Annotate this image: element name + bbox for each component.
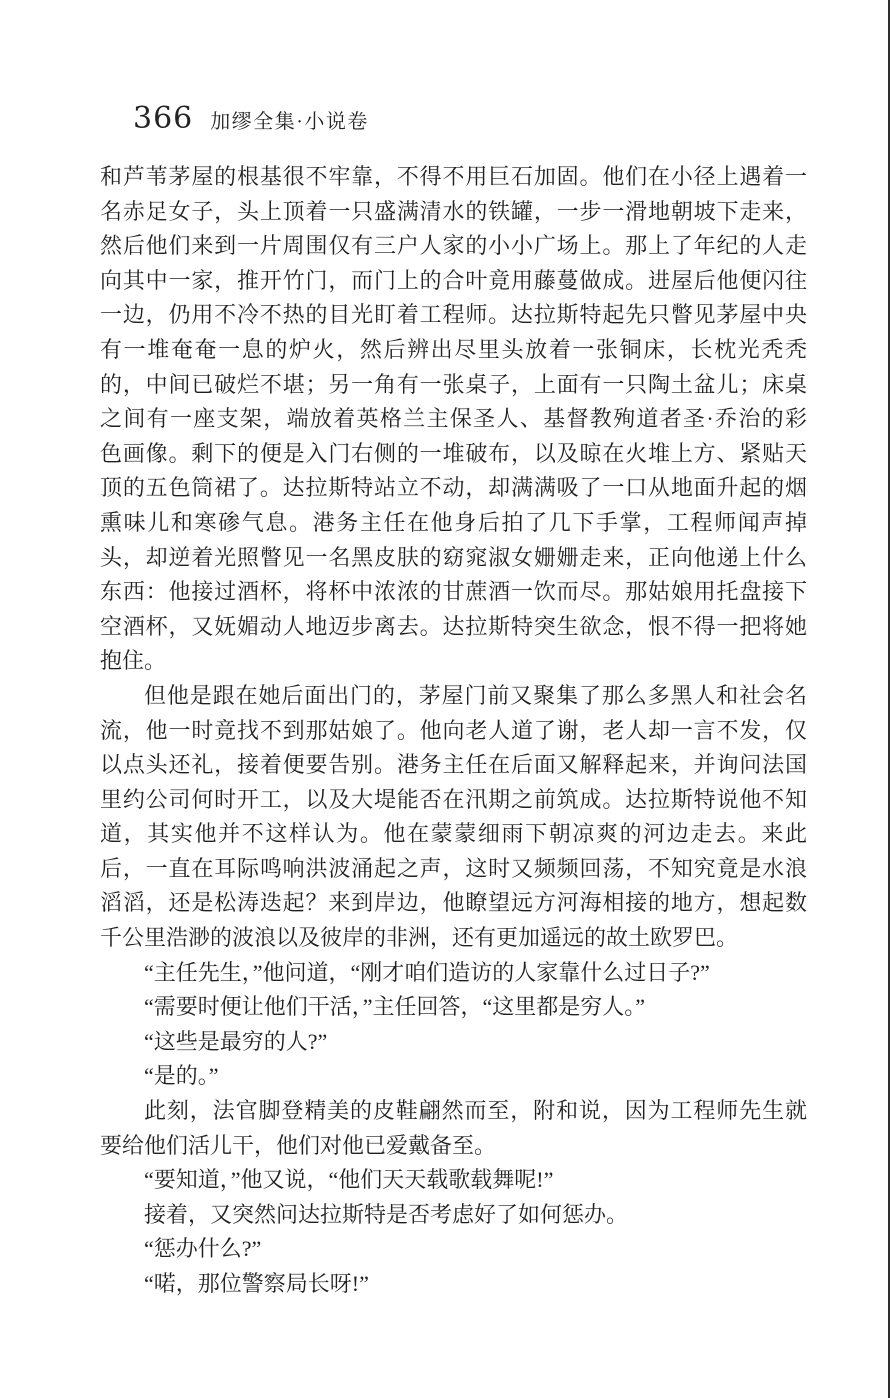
text-line: 有一堆奄奄一息的炉火，然后辨出尽里头放着一张铜床，长枕光秃秃: [100, 336, 807, 362]
running-header: [133, 103, 369, 138]
text-line: 抱住。: [100, 648, 167, 674]
text-line: 名赤足女子，头上顶着一只盛满清水的铁罐，一步一滑地朝坡下走来，: [100, 198, 807, 224]
text-line: 但他是跟在她后面出门的，茅屋门前又聚集了那么多黑人和社会名: [144, 682, 807, 708]
text-line: 一边，仍用不冷不热的目光盯着工程师。达拉斯特起先只瞥见茅屋中央: [100, 302, 807, 328]
text-line: 之间有一座支架，端放着英格兰主保圣人、基督教殉道者圣·乔治的彩: [100, 406, 807, 432]
text-line: 道，其实他并不这样认为。他在蒙蒙细雨下朝凉爽的河边走去。来此: [100, 821, 807, 847]
text-line: “主任先生，”他问道，“刚才咱们造访的人家靠什么过日子?”: [144, 959, 710, 985]
text-line: 接着，又突然问达拉斯特是否考虑好了如何惩办。: [144, 1201, 629, 1227]
text-line: 东西：他接过酒杯，将杯中浓浓的甘蔗酒一饮而尽。那姑娘用托盘接下: [100, 579, 807, 605]
text-line: 头，却逆着光照瞥见一名黑皮肤的窈窕淑女姗姗走来，正向他递上什么: [100, 544, 807, 570]
text-line: “惩办什么?”: [144, 1236, 262, 1262]
text-line: “这些是最穷的人?”: [144, 1028, 328, 1054]
text-line: 色画像。剩下的便是入门右侧的一堆破布，以及晾在火堆上方、紧贴天: [100, 440, 807, 466]
running-title: 加缪全集·小说卷: [210, 111, 369, 133]
text-line: 熏味儿和寒碜气息。港务主任在他身后拍了几下手掌，工程师闻声掉: [100, 509, 807, 535]
text-line: “要知道，”他又说，“他们天天载歌载舞呢!”: [144, 1167, 554, 1193]
text-line: “需要时便让他们干活，”主任回答，“这里都是穷人。”: [144, 994, 646, 1020]
text-line: 的，中间已破烂不堪；另一角有一张桌子，上面有一只陶土盆儿；床桌: [100, 371, 807, 397]
text-line: 滔滔，还是松涛迭起？来到岸边，他瞭望远方河海相接的地方，想起数: [100, 890, 807, 916]
text-line: 千公里浩渺的波浪以及彼岸的非洲，还有更加遥远的故土欧罗巴。: [100, 925, 739, 951]
text-line: 然后他们来到一片周围仅有三户人家的小小广场上。那上了年纪的人走: [100, 233, 807, 259]
text-line: 流，他一时竟找不到那姑娘了。他向老人道了谢，老人却一言不发，仅: [100, 717, 807, 743]
text-line: 以点头还礼，接着便要告别。港务主任在后面又解释起来，并询问法国: [100, 752, 807, 778]
text-line: 要给他们活儿干，他们对他已爱戴备至。: [100, 1132, 497, 1158]
text-line: 空酒杯，又妩媚动人地迈步离去。达拉斯特突生欲念，恨不得一把将她: [100, 613, 807, 639]
text-line: “喏，那位警察局长呀!”: [144, 1271, 369, 1296]
text-line: “是的。”: [144, 1063, 219, 1089]
body-text: [100, 160, 807, 1302]
text-line: 后，一直在耳际鸣响洪波涌起之声，这时又频频回荡，不知究竟是水浪: [100, 855, 807, 881]
text-line: 向其中一家，推开竹门，而门上的合叶竟用藤蔓做成。进屋后他便闪往: [100, 267, 807, 293]
text-line: 里约公司何时开工，以及大堤能否在汛期之前筑成。达拉斯特说他不知: [100, 786, 807, 812]
text-line: 和芦苇茅屋的根基很不牢靠，不得不用巨石加固。他们在小径上遇着一: [100, 164, 807, 189]
text-line: 此刻，法官脚登精美的皮鞋翩然而至，附和说，因为工程师先生就: [144, 1098, 807, 1124]
page-number: 366: [133, 101, 194, 136]
text-line: 顶的五色筒裙了。达拉斯特站立不动，却满满吸了一口从地面升起的烟: [100, 475, 807, 501]
